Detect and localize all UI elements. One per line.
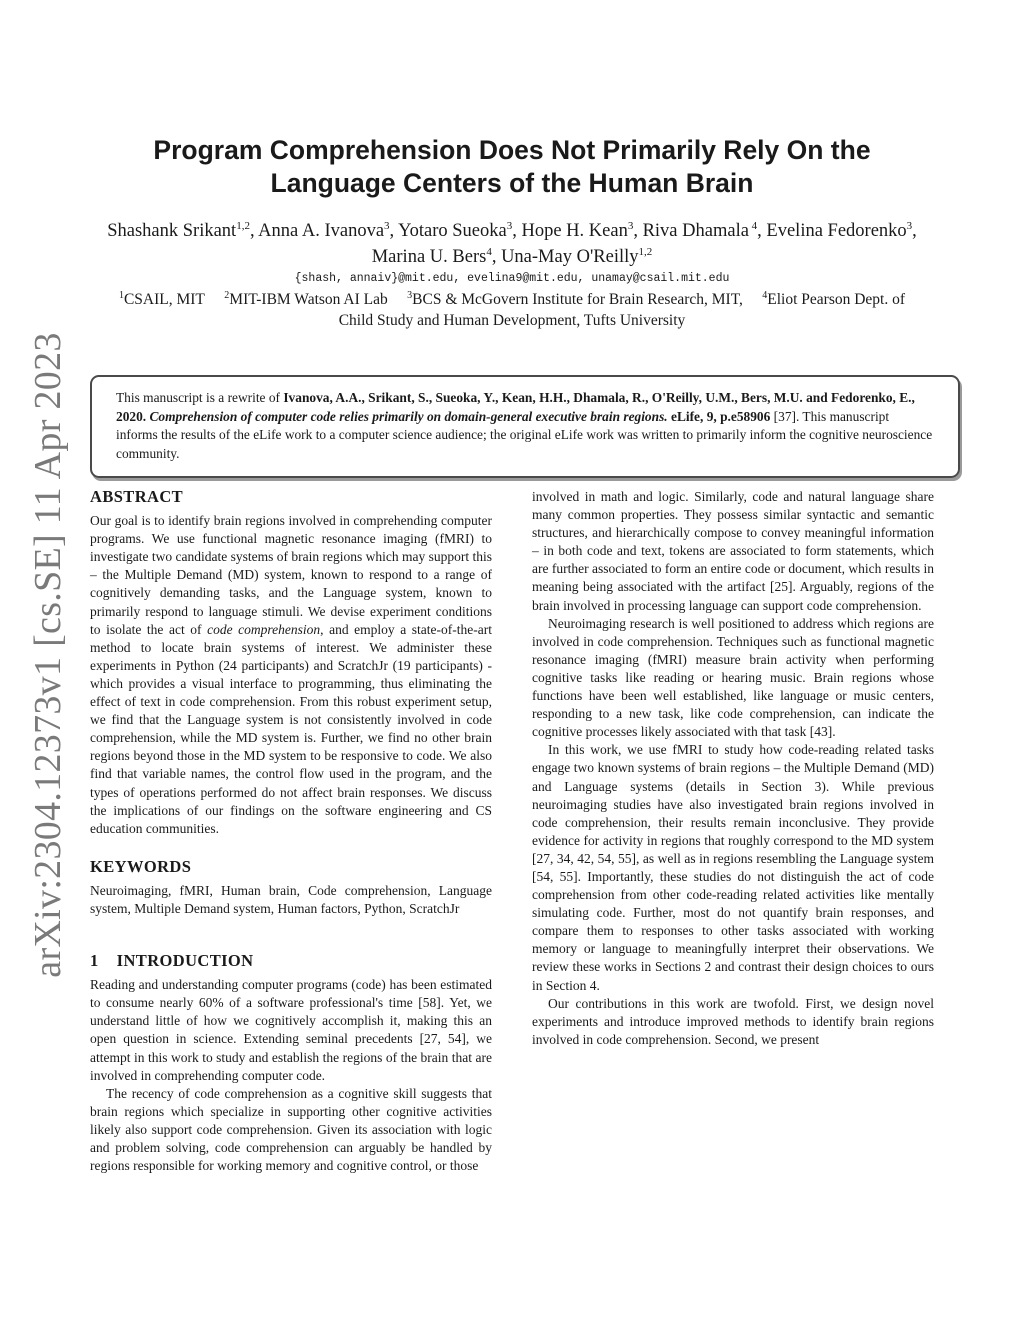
author-name: Shashank Srikant (107, 221, 237, 241)
affil-text: BCS & McGovern Institute for Brain Research, MIT, (412, 291, 743, 308)
intro-paragraph-1: Reading and understanding computer programs (code) has been estimated to consume nearly 60% of a software professional's time [58]. Yet, we understand little of how we cognitively accomplish it, making this an open question in science. Extending seminal precedents [27, 54], we attempt in this work to study and establish the regions of the brain that are involved in comprehending computer code. (90, 977, 492, 1083)
section-number: 1 (90, 951, 99, 971)
arxiv-identifier: arXiv:2304.12373v1 [cs.SE] 11 Apr 2023 (27, 332, 69, 978)
keywords-heading: KEYWORDS (90, 856, 192, 876)
affil-text: Eliot Pearson Dept. of Child Study and Human Development, Tufts University (338, 291, 906, 329)
affil-mark: 4 (762, 289, 768, 301)
author-name: Evelina Fedorenko (766, 221, 907, 241)
right-column (532, 488, 934, 1049)
rewrite-notice-box (90, 375, 960, 478)
intro-paragraph-2: The recency of code comprehension as a cognitive skill suggests that brain regions which specialize in supporting other cognitive activities likely also support code comprehension. Given its association with logic and problem solving, code comprehension can arguably be handled by regions responsible for working memory and cognitive control, or those (90, 1085, 492, 1174)
abstract-text-emphasis: code comprehension (207, 621, 321, 637)
notice-citation-journal: eLife, 9, p.e58906 (671, 408, 771, 424)
author-emails: {shash, annaiv}@mit.edu, evelina9@mit.edu, unamay@csail.mit.edu (294, 272, 730, 285)
author-name: Hope H. Kean (521, 221, 628, 241)
section-title: INTRODUCTION (116, 951, 254, 971)
author-affil-mark: 3 (384, 219, 390, 232)
keywords-text: Neuroimaging, fMRI, Human brain, Code comprehension, Language system, Multiple Demand system, Human factors, Python, ScratchJr (90, 882, 492, 916)
notice-prefix: This manuscript is a rewrite of (116, 390, 284, 405)
introduction-heading (90, 952, 492, 970)
notice-citation-authors: Ivanova, A.A., Srikant, S., Sueoka, Y., Kean, H.H., Dhamala, R., O'Reilly, U.M., Bers, M.U. and Fedorenko, E., 2020. (116, 390, 915, 424)
author-name: Yotaro Sueoka (398, 221, 507, 241)
affil-text: CSAIL, MIT (123, 291, 205, 308)
author-affil-mark: 1,2 (236, 219, 250, 232)
title-line-2: Language Centers of the Human Brain (270, 168, 754, 198)
intro-paragraph-2-continued: involved in math and logic. Similarly, code and natural language share many common properties. They possess similar syntactic and semantic structures, and hierarchically compose to convey meaningful information – in both code and text, tokens are associated to form statements, which are further associated to form an entire code or document, which results in meaning being associated with the artifact [25]. Arguably, regions of the brain involved in processing language can support code comprehension. (532, 489, 934, 613)
author-name: Anna A. Ivanova (258, 221, 385, 241)
affil-mark: 3 (407, 289, 413, 301)
author-list: Shashank Srikant$^{1,2}$, Anna A. Ivanova$^3$, Yotaro Sueoka$^3$, Hope H. Kean$^3$, Riva Dhamala $^4$, Evelina Fedorenko$^3$, Marina U. Bers$^4$, Una-May O'Reilly$^{1,2}$ (107, 219, 917, 267)
author-name: Una-May O'Reilly (501, 247, 639, 267)
intro-paragraph-3: Neuroimaging research is well positioned to address which regions are involved in code comprehension. Techniques such as functional magnetic resonance imaging (fMRI) measure brain activity when performing cognitive tasks like reading or hearing music. Brain regions whose functions have been well established, like language or music centers, responding to a new task, like code comprehension, can indicate the cognitive processes likely associated with that task [43]. (532, 615, 934, 740)
author-name: Riva Dhamala (642, 221, 749, 241)
arxiv-sidebar (0, 0, 80, 1325)
title-line-1: Program Comprehension Does Not Primarily Rely On the (153, 135, 871, 165)
author-affil-mark: 4 (748, 219, 758, 232)
notice-suffix: [37]. This manuscript informs the results of the eLife work to a computer science audience; the original eLife work was written to primarily inform the cognitive neuroscience community. (116, 408, 933, 461)
affil-mark: 1 (118, 289, 124, 301)
intro-paragraph-5: Our contributions in this work are twofold. First, we design novel experiments and introduce improved methods to identify brain regions involved in code comprehension. Second, we present (532, 995, 934, 1047)
affil-mark: 2 (224, 289, 230, 301)
author-affil-mark: 3 (506, 219, 513, 232)
intro-paragraph-4: In this work, we use fMRI to study how code-reading related tasks engage two known systems of brain regions – the Multiple Demand (MD) and Language systems (details in Section 3). While previous neuroimaging studies have also investigated brain regions involved in code comprehension, their results remain inconclusive. They provide evidence for activity in regions that roughly correspond to the MD system [27, 34, 42, 54, 55], as well as in regions resembling the Language system [54, 55]. Importantly, these studies do not distinguish the act of code comprehension from other code-reading related activities like mentally simulating code. Further, most do not quantify brain responses, and compare them to responses to other tasks associated with working memory or language to meaningfully interpret their observations. We review these works in Sections 2 and contrast their design choices to ours in Section 4. (532, 742, 934, 993)
notice-citation-title: Comprehension of computer code relies primarily on domain-general executive brain regions. (149, 408, 668, 424)
author-affil-mark: 1,2 (638, 245, 653, 258)
author-affil-mark: 3 (627, 219, 634, 232)
abstract-text (90, 512, 492, 838)
affiliations (100, 289, 924, 331)
abstract-text-b: , and employ a state-of-the-art method to locate brain systems of interest. We administer these experiments in Python (24 participants) and ScratchJr (19 participants) - which provides a visual interface to programming, thus eliminating the effect of text in code comprehension. From this robust experiment setup, we find that the Language system is not consistently involved in code comprehension, while the MD system is. Further, we find no other brain regions beyond those in the MD system to be responsive to code. We also find that variable names, the control flow used in the program, and the types of operations performed do not affect brain responses. We discuss the implications of our findings on the software engineering and CS education communities. (90, 621, 492, 836)
abstract-heading: ABSTRACT (90, 487, 184, 506)
affil-text: MIT-IBM Watson AI Lab (229, 291, 388, 308)
paper-title (100, 134, 924, 200)
author-affil-mark: 4 (486, 245, 492, 258)
abstract-text-a: Our goal is to identify brain regions involved in comprehending computer programs. We use functional magnetic resonance imaging (fMRI) to investigate two candidate systems of brain regions which may support this – the Multiple Demand (MD) system, known to respond to a range of cognitively demanding tasks, and the Language system, known to primarily respond to language stimuli. We devise experiment conditions to isolate the act of (90, 513, 492, 637)
author-name: Marina U. Bers (371, 247, 487, 267)
author-affil-mark: 3 (906, 219, 913, 232)
left-column (90, 488, 492, 1175)
